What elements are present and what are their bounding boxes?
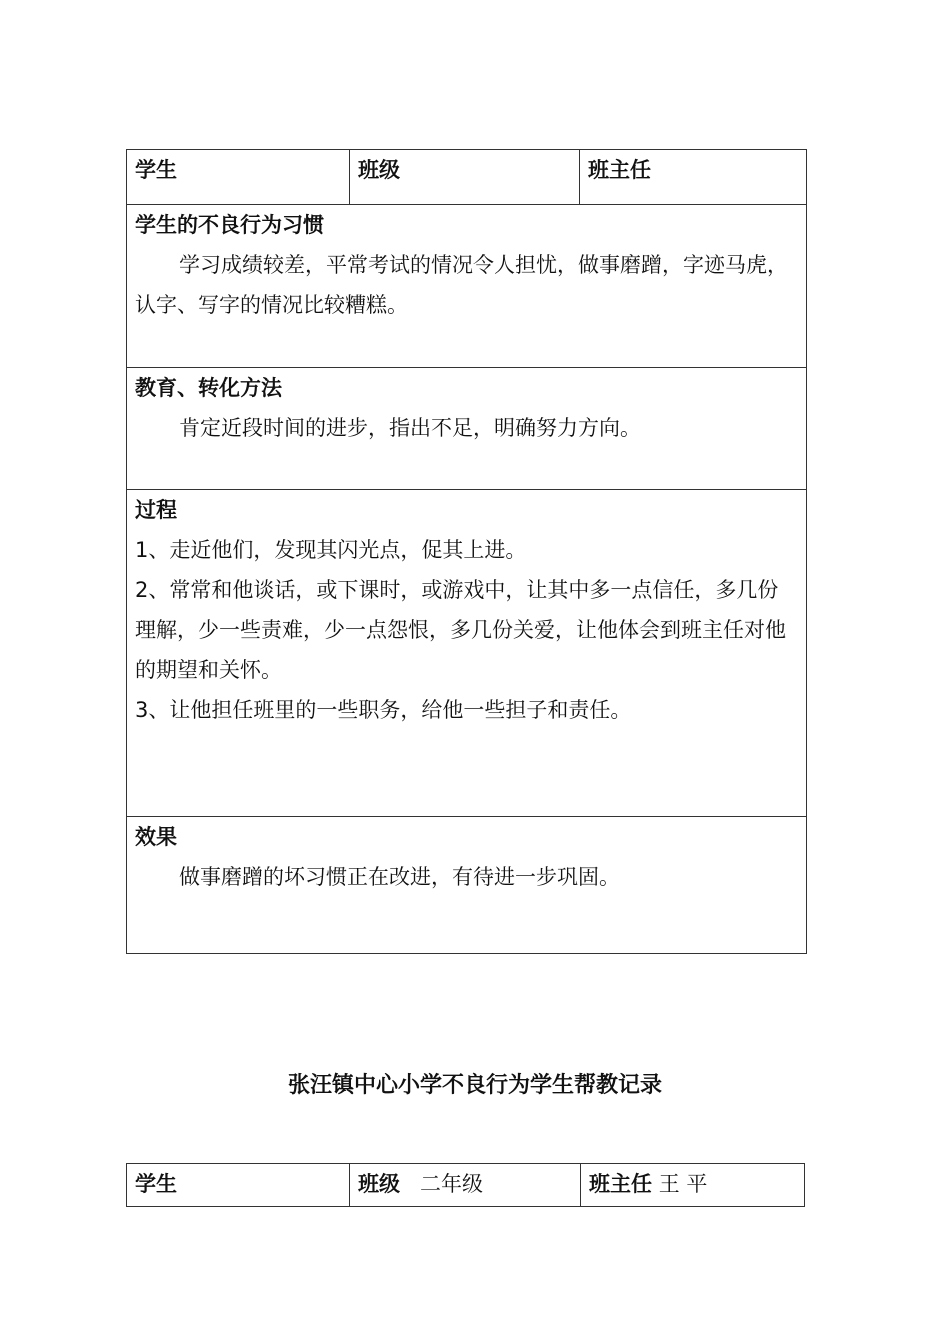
class-label-2: 班级: [358, 1172, 400, 1196]
student-cell-2: [127, 1164, 350, 1207]
class-cell: [350, 150, 580, 205]
student-label: 学生: [135, 158, 177, 182]
record-table-1: [126, 149, 807, 954]
bad-habits-heading: 学生的不良行为习惯: [135, 213, 324, 237]
teacher-label-2: 班主任: [589, 1172, 652, 1196]
effect-text: 做事磨蹭的坏习惯正在改进，有待进一步巩固。: [179, 865, 620, 889]
effect-heading: 效果: [135, 825, 177, 849]
class-cell-2: [350, 1164, 581, 1207]
methods-heading: 教育、转化方法: [135, 376, 282, 400]
class-value: 二年级: [420, 1172, 484, 1196]
methods-section: [127, 368, 807, 490]
process-heading: 过程: [135, 498, 177, 522]
teacher-value: 王 平: [658, 1172, 708, 1196]
process-section: [127, 490, 807, 817]
process-item-1: 1、走近他们，发现其闪光点，促其上进。: [135, 538, 527, 562]
student-cell: [127, 150, 350, 205]
bad-habits-section: [127, 205, 807, 368]
class-label: 班级: [358, 158, 400, 182]
process-item-3: 3、让他担任班里的一些职务，给他一些担子和责任。: [135, 698, 632, 722]
student-label-2: 学生: [135, 1172, 177, 1196]
teacher-cell-2: [581, 1164, 805, 1207]
teacher-label: 班主任: [588, 158, 651, 182]
record-table-2: [126, 1163, 805, 1207]
effect-section: [127, 817, 807, 954]
process-item-2: 2、常常和他谈话，或下课时，或游戏中，让其中多一点信任，多几份理解，少一些责难，少一点怨恨，多几份关爱，让他体会到班主任对他的期望和关怀。: [135, 578, 786, 682]
page-title: 张汪镇中心小学不良行为学生帮教记录: [287, 1073, 662, 1098]
methods-text: 肯定近段时间的进步，指出不足，明确努力方向。: [179, 416, 641, 440]
teacher-cell: [580, 150, 807, 205]
bad-habits-text: 学习成绩较差，平常考试的情况令人担忧，做事磨蹭，字迹马虎，认字、写字的情况比较糟糕。: [135, 253, 788, 317]
